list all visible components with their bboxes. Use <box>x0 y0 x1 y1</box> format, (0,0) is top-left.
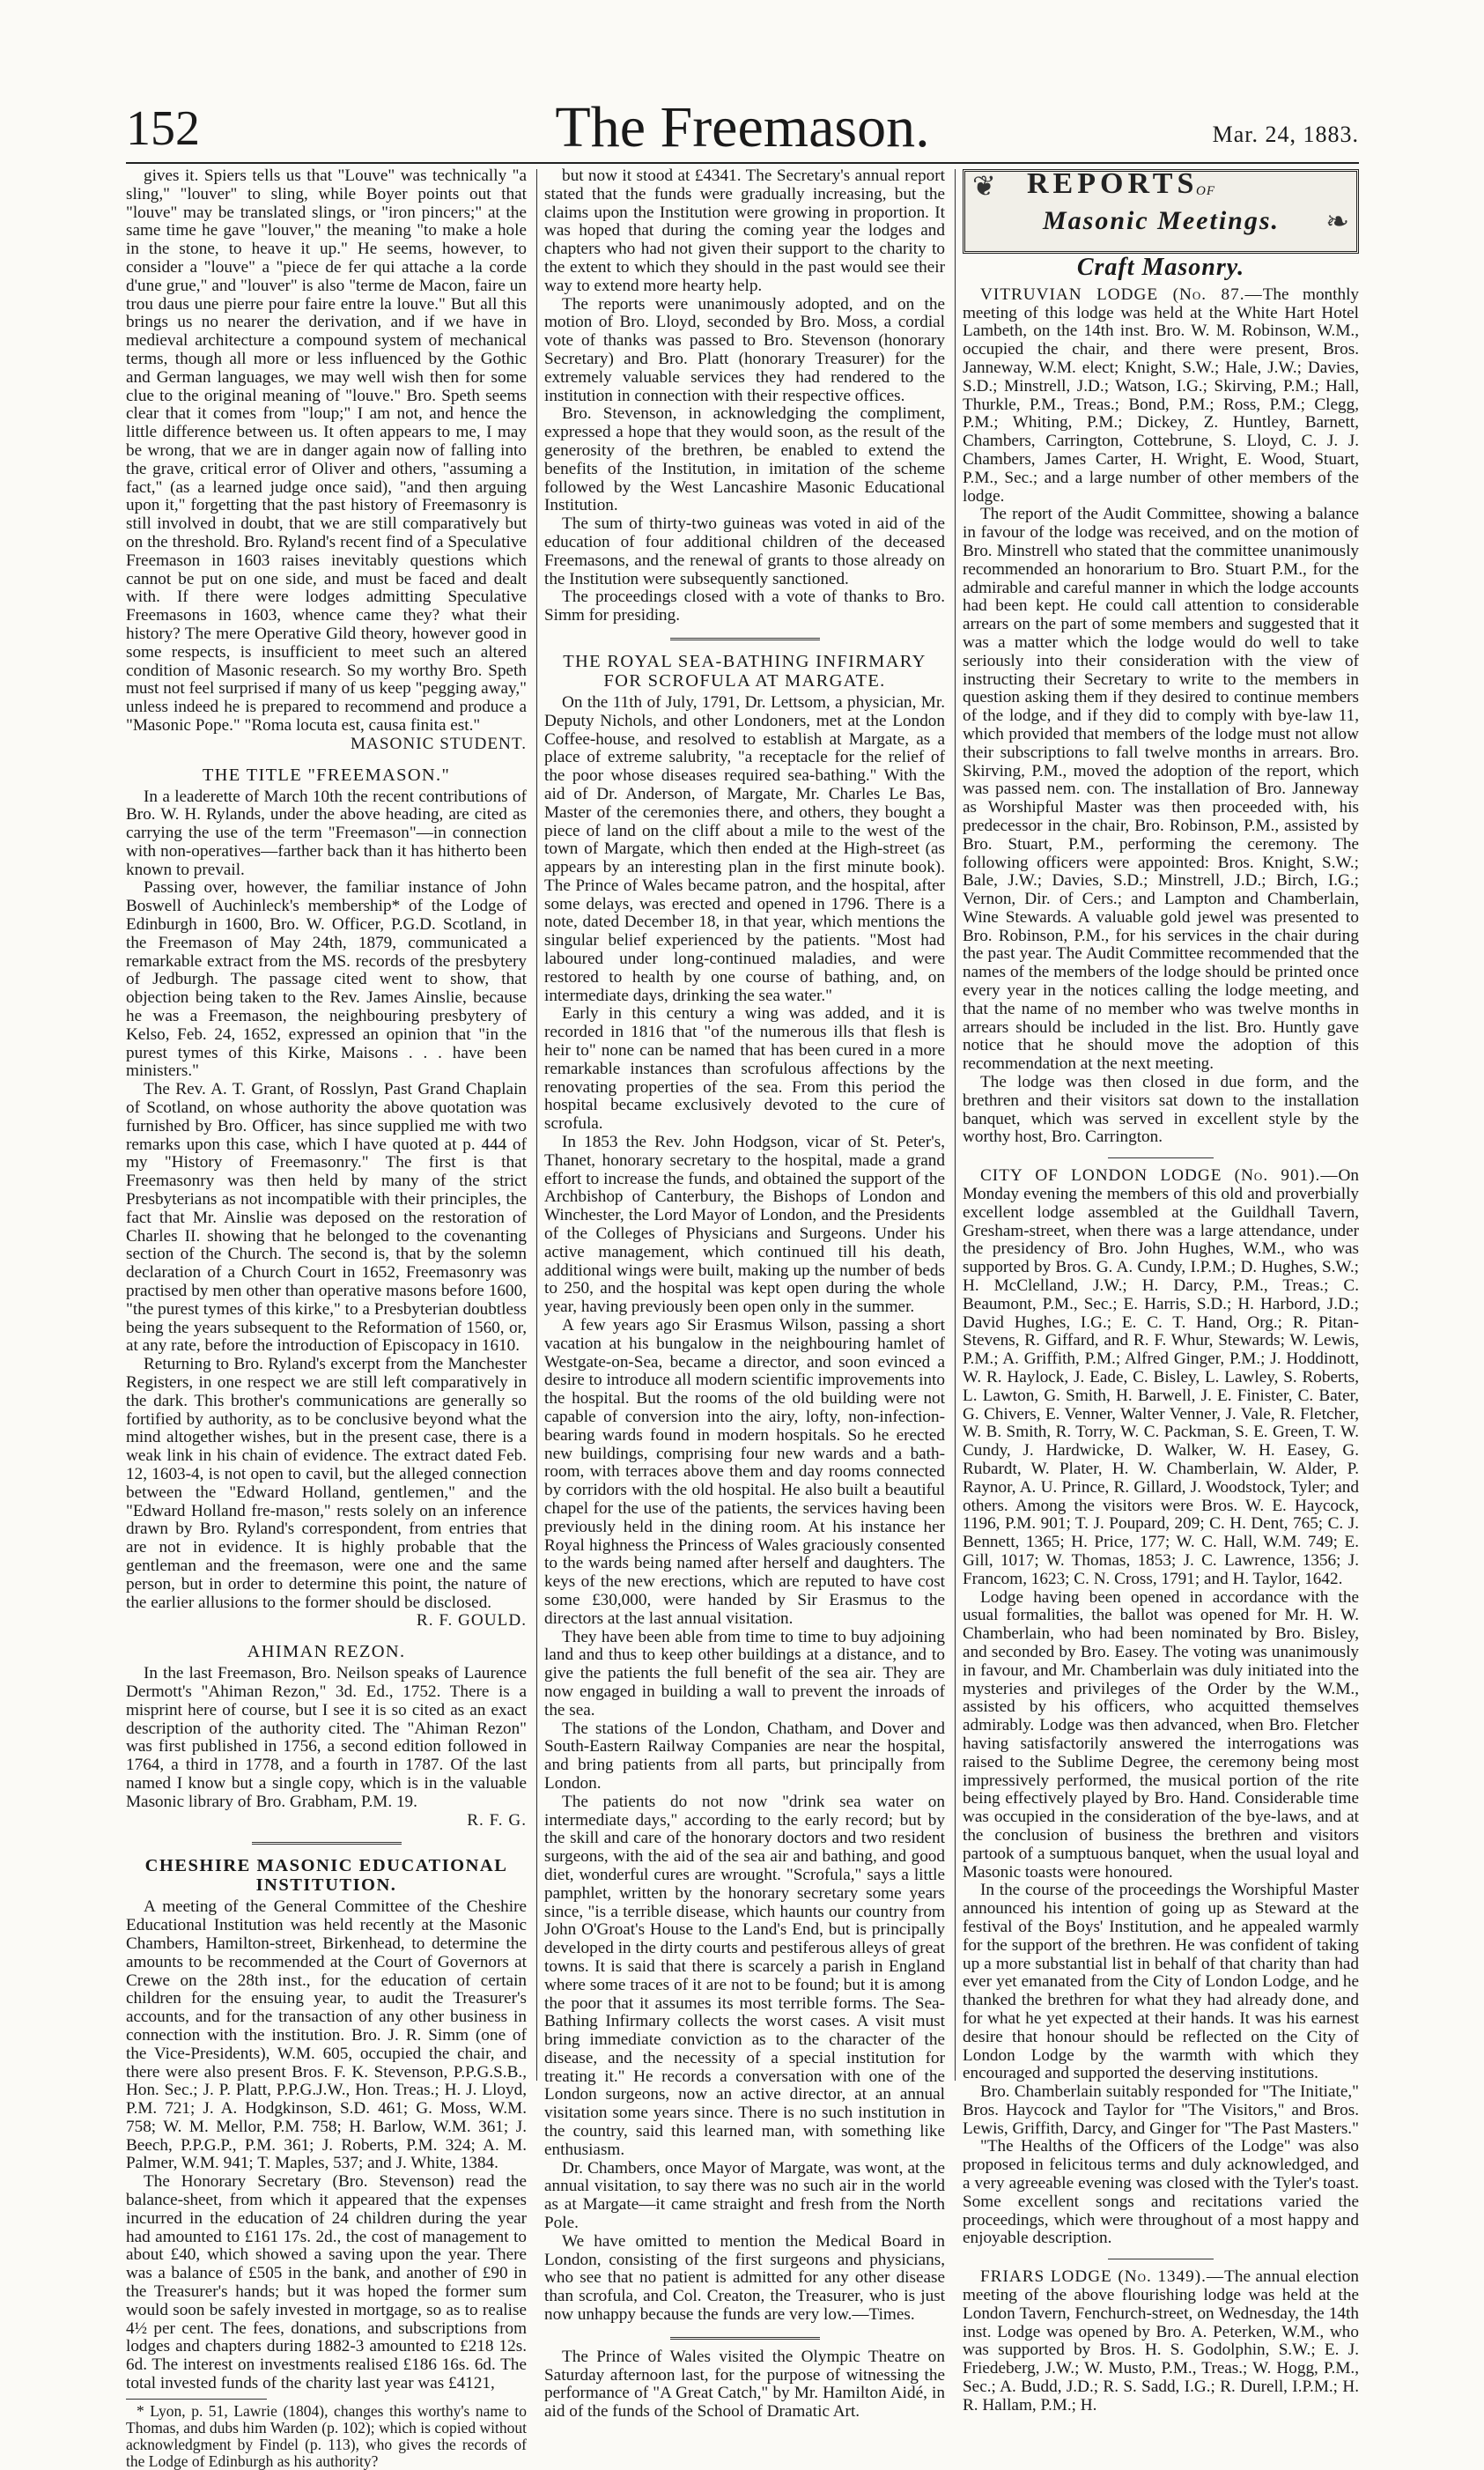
footnote-rule <box>126 2399 267 2400</box>
section-divider <box>1108 1157 1214 1158</box>
masthead-rule <box>126 162 1359 164</box>
floral-ornament-icon: ❧ <box>1325 205 1349 237</box>
article-paragraph: In a leaderette of March 10th the recent contributions of Bro. W. H. Rylands, under the above heading, are cited as carrying the use of the term "Freemason"—in connection with non-operatives—farther back than it has hitherto been known to prevail. <box>126 787 527 879</box>
article-paragraph: On the 11th of July, 1791, Dr. Lettsom, a physician, Mr. Deputy Nichols, and other Londoners, met at the London Coffee-house, and resolved to establish at Margate, as a place of extreme salubrity, "a receptacle for the relief of the poor whose diseases required sea-bathing." With the aid of Dr. Anderson, of Margate, Mr. Charles Le Bas, Master of the ceremonies there, and others, they bought a piece of land on the cliff about a mile to the west of the town of Margate, which then ended at the High-street (as appears by an interesting plan in the first minute book). The Prince of Wales became patron, and the hospital, after some delays, was erected and opened in 1796. There is a note, dated December 18, in that year, which mentions the singular belief experienced by the patients. "Most had laboured under long-continued maladies, and were restored to health by one course of bathing, and, on intermediate days, drinking the sea water." <box>544 692 945 1005</box>
section-heading: AHIMAN REZON. <box>247 1642 406 1662</box>
article-paragraph: A meeting of the General Committee of the Cheshire Educational Institution was held recently at the Masonic Chambers, Hamilton-street, Birkenhead, to determine the amounts to be recommended at the Court of Governors at Crewe on the 28th inst., for the education of certain children for the ensuing year, to audit the Treasurer's accounts, and for the transaction of any other business in connection with the institution. Bro. J. R. Simm (one of the Vice-Presidents), W.M. 605, occupied the chair, and there were also present Bros. F. K. Stevenson, P.P.G.S.B., Hon. Sec.; J. P. Platt, P.P.G.J.W., Hon. Treas.; H. J. Lloyd, P.M. 721; J. A. Hodgkinson, S.D. 461; G. Moss, W.M. 758; W. M. Mellor, P.M. 758; H. Barlow, W.M. 361; J. Beech, P.P.G.P., P.M. 361; J. Roberts, P.M. 324; A. M. Palmer, W.M. 941; T. Maples, 537; and J. White, 1384. <box>126 1897 527 2173</box>
section-heading: THE ROYAL SEA-BATHING INFIRMARY FOR SCROFULA AT MARGATE. <box>563 651 927 691</box>
footnote <box>126 2403 527 2470</box>
article-paragraph: Bro. Chamberlain suitably responded for "The Initiate," Bros. Haycock and Taylor for "The Visitors," and Bros. Lewis, Griffith, Darcy, and Ginger for "The Past Masters." <box>963 2082 1359 2138</box>
section-divider <box>670 2337 820 2340</box>
lodge-name: FRIARS LODGE (No. 1349).— <box>980 2267 1225 2287</box>
footnote-text: * Lyon, p. 51, Lawrie (1804), changes this worthy's name to Thomas, and dubs him Warden (p. 102); which is copied without acknowledgment by Findel (p. 113), who gives the records of the Lodge of Edinburgh as his authority? <box>126 2401 527 2470</box>
article-paragraph: In 1853 the Rev. John Hodgson, vicar of St. Peter's, Thanet, honorary secretary to the hospital, made a grand effort to increase the funds, and obtained the support of the Archbishop of Canterbury, the Bishops of London and Winchester, the Lord Mayor of London, and the Presidents of the Colleges of Physicians and Surgeons. Under his active management, which continued till his death, additional wings were built, making up the number of beds to 250, and the hospital was kept open during the whole year, having previously been open only in the summer. <box>544 1133 945 1317</box>
section-divider <box>670 638 820 640</box>
article-paragraph: The Prince of Wales visited the Olympic Theatre on Saturday afternoon last, for the purpose of witnessing the performance of "A Great Catch," by Mr. Hamilton Aidé, in aid of the funds of the School of Dramatic Art. <box>544 2347 945 2422</box>
article-paragraph: "The Healths of the Officers of the Lodge" was also proposed in felicitous terms and duly acknowledged, and a very agreeable evening was closed with the Tyler's toast. Some excellent songs and recitations varied the proceedings, which were throughout of a most happy and enjoyable description. <box>963 2137 1359 2248</box>
article-paragraph: The stations of the London, Chatham, and Dover and South-Eastern Railway Companies are near the hospital, and bring patients from all parts, but principally from London. <box>544 1719 945 1793</box>
column-2 <box>544 166 945 2422</box>
article-paragraph: Early in this century a wing was added, and it is recorded in 1816 that "of the numerous ills that flesh is heir to" none can be named that has been cured in a more remarkable instances than scrofulous affections by the renovating properties of the sea. From this period the hospital became exclusively devoted to the cure of scrofula. <box>544 1004 945 1134</box>
column-separator <box>536 169 537 2081</box>
section-heading: THE TITLE "FREEMASON." <box>202 765 451 785</box>
article-paragraph: The report of the Audit Committee, showing a balance in favour of the lodge was received, and on the motion of Bro. Minstrell who stated that the committee unanimously recommended an honorarium to Bro. Stuart P.M., for the admirable and careful manner in which the lodge accounts had been kept. He could call attention to considerable arrears on the part of some members and suggested that it was a matter which the lodge would do well to take seriously into their consideration with the view of instructing their Secretary to write to the members in question asking them if they desired to continue members of the lodge, and if they did to comply with bye-law 11, which provided that members of the lodge must not allow their subscriptions to fall twelve months in arrears. Bro. Skirving, P.M., moved the adoption of the report, which was passed nem. con. The installation of Bro. Janneway as Worshipful Master was then proceeded with, his predecessor in the chair, Bro. Robinson, P.M., assisted by Bro. Stuart, P.M., performing the ceremony. The following officers were appointed: Bros. Knight, S.W.; Bale, J.W.; Davies, S.D.; Minstrell, J.D.; Birch, I.G.; Vernon, Dir. of Cers.; and Lampton and Chamberlain, Wine Stewards. A valuable gold jewel was presented to Bro. Robinson, P.M., for his services in the chair during the past year. The Audit Committee recommended that the names of the members of the lodge should be printed once every year in the notices calling the lodge meeting, and that the name of no member who was twelve months in arrears should be included in the list. Bro. Huntly gave notice that he should move the adoption of this recommendation at the next meeting. <box>963 505 1359 1074</box>
report-text: The monthly meeting of this lodge was held at the White Hart Hotel Lambeth, on the 14th inst. Bro. W. M. Robinson, W.M., occupied the chair, and there were present, Bros. Janneway, W.M. elect; Knight, S.W.; Hale, J.W.; Davies, S.D.; Minstrell, J.D.; Watson, I.G.; Skirving, P.M.; Hall, Thurkle, P.M., Treas.; Bond, P.M.; Ross, P.M.; Clegg, P.M.; Whiting, P.M.; Dickey, Z. Huntley, Barnett, Chambers, Carrington, Cottebrune, S. Lloyd, C. J. J. Chambers, James Carter, H. Wright, E. Wood, Stuart, P.M., Sec.; and a large number of other members of the lodge. <box>963 285 1359 506</box>
column-1 <box>126 166 527 2470</box>
masthead <box>126 95 1359 159</box>
article-paragraph: They have been able from time to time to buy adjoining land and thus to keep other buildings at a distance, and to give the patients the full benefit of the sea air. They are now engaged in building a wall to prevent the inroads of the sea. <box>544 1627 945 1719</box>
lodge-report <box>963 1167 1359 1588</box>
floral-ornament-icon: ❦ <box>972 170 996 202</box>
article-paragraph: The patients do not now "drink sea water on intermediate days," according to the early record; but by the skill and care of the honorary doctors and two resident surgeons, with the aid of the sea air and bathing, and good diet, wonderful cures are wrought. "Scrofula," says a little pamphlet, written by the honorary secretary some years since, "is a terrible disease, which haunts our country from John O'Groat's House to the Land's End, but is principally developed in the dirty courts and pestiferous alleys of great towns. It is said that there is scarcely a parish in England where some traces of it are not to be found; but it is among the poor that it assumes its most terrible forms. The Sea-Bathing Infirmary collects the worst cases. A visit must bring immediate conviction as to the character of the disease, and the necessity of a special institution for treating it." He records a conversation with one of the London surgeons, now an active director, at an annual visitation some years since. There is no such institution in the country, said this learned man, with something like enthusiasm. <box>544 1792 945 2159</box>
article-paragraph: A few years ago Sir Erasmus Wilson, passing a short vacation at his bungalow in the neighbouring hamlet of Westgate-on-Sea, became a director, and soon evinced a desire to introduce all modern scientific improvements into the hospital. But the rooms of the old building were not capable of conversion into the airy, lofty, non-infection-bearing wards found in modern hospitals. So he erected new buildings, comprising four new wards and a bath-room, with terraces above them and day rooms connected by corridors with the old hospital. He also built a beautiful chapel for the use of the patients, the services having been previously held in the dining room. At his instance her Royal highness the Princess of Wales graciously consented to the wards being named after herself and daughters. The keys of the new erections, which are reputed to have cost some £30,000, were handed by Sir Erasmus to the directors at the last annual visitation. <box>544 1316 945 1628</box>
article-paragraph: Bro. Stevenson, in acknowledging the compliment, expressed a hope that they would soon, as the result of the generosity of the brethren, be enabled to extend the benefits of the Institution, in imitation of the scheme followed by the West Lancashire Masonic Educational Institution. <box>544 404 945 515</box>
article-paragraph: The lodge was then closed in due form, and the brethren and their visitors sat down to the installation banquet, which was served in excellent style by the worthy host, Bro. Carrington. <box>963 1073 1359 1147</box>
report-text: The annual election meeting of the above flourishing lodge was held at the London Tavern, Fenchurch-street, on Wednesday, the 14th inst. Lodge was opened by Bro. A. Peterken, W.M., who was supported by Bros. H. S. Godolphin, S.W.; E. J. Friedeberg, J.W.; W. Musto, P.M., Treas.; W. Hogg, P.M., Sec.; A. Budd, J.D.; R. S. Sadd, I.G.; R. Durell, I.P.M.; H. R. Hallam, P.M.; H. <box>963 2267 1359 2415</box>
article-paragraph: Dr. Chambers, once Mayor of Margate, was wont, at the annual visitation, to say there was no such air in the world as at Margate—it came straight and fresh from the North Pole. <box>544 2158 945 2233</box>
article-paragraph: Returning to Bro. Ryland's excerpt from the Manchester Registers, in one respect we are still left comparatively in the dark. This brother's communications are generally so fortified by authority, as to be conclusive beyond what the mind altogether wishes, but in the present case, there is a weak link in his chain of evidence. The extract dated Feb. 12, 1603-4, is not open to cavil, but the alleged connection between the "Edward Holland, gentlemen," and the "Edward Holland fre-mason," rests solely on an inference drawn by Bro. Ryland's correspondent, from entries that are not in evidence. It is highly probable that the gentleman and the freemason, were one and the same person, but in order to determine this point, the nature of the earlier allusions to the former should be disclosed. <box>126 1355 527 1612</box>
banner-subtitle: Masonic Meetings. <box>1043 206 1281 235</box>
section-heading: CHESHIRE MASONIC EDUCATIONAL INSTITUTION. <box>144 1856 508 1896</box>
page-number: 152 <box>126 101 200 156</box>
reports-banner <box>963 169 1359 254</box>
article-paragraph: Lodge having been opened in accordance with the usual formalities, the ballot was opened for Mr. H. W. Chamberlain, who had been nominated by Bro. Bisley, and seconded by Bro. Easey. The voting was unanimously in favour, and Mr. Chamberlain was duly initiated into the mysteries and privileges of the Order by the W.M., assisted by his officers, who acquitted themselves admirably. Lodge was then advanced, when Bro. Fletcher having satisfactorily answered the interrogations was raised to the Sublime Degree, the ceremony being most impressively performed, the musical portion of the rite being effectively played by Bro. Hand. Considerable time was occupied in the consideration of the bye-laws, and at the conclusion of business the brethren and visitors partook of a sumptuous banquet, when the usual loyal and Masonic toasts were honoured. <box>963 1587 1359 1882</box>
article-paragraph: Passing over, however, the familiar instance of John Boswell of Auchinleck's membership* of the Lodge of Edinburgh in 1600, Bro. W. Officer, P.G.D. Scotland, in the Freemason of May 24th, 1879, communicated a remarkable extract from the MS. records of the presbytery of Jedburgh. The passage cited went to show, that objection being taken to the Rev. James Ainslie, because he was a Freemason, the neighbouring presbytery of Kelso, Feb. 24, 1652, expressed an opinion that "in the purest tymes of this Kirke, Maisons . . . have been ministers." <box>126 878 527 1081</box>
banner-connector: OF <box>1196 184 1215 198</box>
banner-title: REPORTS <box>1027 167 1199 200</box>
lodge-report <box>963 286 1359 507</box>
signature: R. F. GOULD. <box>416 1611 527 1631</box>
article-paragraph: The reports were unanimously adopted, and on the motion of Bro. Lloyd, seconded by Bro. Moss, a cordial vote of thanks was passed to Bro. Stevenson (honorary Secretary) and Bro. Platt (honorary Treasurer) for the extremely valuable services they had rendered to the institution in connection with their respective offices. <box>544 294 945 405</box>
lodge-name: CITY OF LONDON LODGE (No. 901).— <box>980 1166 1339 1186</box>
lodge-name: VITRUVIAN LODGE (No. 87.— <box>980 285 1263 304</box>
craft-masonry-heading: Craft Masonry. <box>1076 254 1245 281</box>
section-divider <box>252 1842 402 1845</box>
column-separator <box>955 169 956 2081</box>
signature: R. F. G. <box>467 1810 527 1830</box>
lodge-report <box>963 2268 1359 2415</box>
article-paragraph: We have omitted to mention the Medical Board in London, consisting of the first surgeons and physicians, who see that no patient is admitted for any other disease than scrofula, and Col. Creaton, the Treasurer, who is just now unhappy because the funds are very low.—Times. <box>544 2231 945 2325</box>
article-paragraph: The sum of thirty-two guineas was voted in aid of the education of four additional children of the deceased Freemasons, and the renewal of grants to those already on the Institution were subsequently sanctioned. <box>544 514 945 588</box>
article-paragraph: The Honorary Secretary (Bro. Stevenson) read the balance-sheet, from which it appeared that the expenses incurred in the education of 24 children during the year had amounted to £161 17s. 2d., the cost of management to about £40, which showed a saving upon the year. There was a balance of £505 in the bank, and another of £90 in the Treasurer's hands; but it was hoped the former sum would soon be safely invested in mortgage, so as to realise 4½ per cent. The fees, donations, and subscriptions from lodges and chapters during 1882-3 amounted to £218 12s. 6d. The interest on investments realised £186 16s. 6d. The total invested funds of the charity last year was £4121, <box>126 2172 527 2393</box>
report-text: On Monday evening the members of this old and proverbially excellent lodge assembled at the Guildhall Tavern, Gresham-street, when there was a large attendance, under the presidency of Bro. John Hughes, W.M., who was supported by Bros. G. A. Cundy, I.P.M.; D. Hughes, S.W.; H. McClelland, J.W.; H. Darcy, P.M., Treas.; C. Beaumont, P.M., Sec.; E. Harris, S.D.; H. Harbord, J.D.; David Hughes, I.G.; E. C. T. Hand, Org.; R. Pitan-Stevens, R. Giffard, and R. F. Whur, Stewards; W. Lewis, P.M.; A. Griffith, P.M.; Alfred Ginger, P.M.; J. Hoddinott, W. R. Haylock, J. Eade, C. Bisley, L. Lawley, S. Roberts, L. Lawton, G. Smith, H. Barwell, J. E. Finister, C. Bater, G. Chivers, E. Venner, Walter Venner, J. Vale, R. Fletcher, W. B. Smith, R. Torry, W. C. Packman, S. E. Green, T. W. Cundy, J. Hardwicke, D. Walker, W. H. Easey, G. Rubardt, W. Plater, H. W. Chamberlain, W. Alder, P. Raynor, A. U. Prince, R. Gillard, J. Woodstock, Tyler; and others. Among the visitors were Bros. W. E. Haycock, 1196, P.M. 901; T. J. Poupard, 209; C. H. Dent, 765; C. J. Bennett, 1365; H. Price, 177; W. C. Hall, W.M. 749; E. Gill, 1017; W. Thomas, 1853; J. C. Lawrence, 1356; J. Francom, 1623; C. N. Cross, 1791; and H. Taylor, 1642. <box>963 1166 1359 1588</box>
issue-date: Mar. 24, 1883. <box>1212 122 1359 147</box>
article-paragraph: In the course of the proceedings the Worshipful Master announced his intention of going up as Steward at the festival of the Boys' Institution, and he appealed warmly for the support of the brethren. He was confident of taking up a more substantial list in behalf of that charity than had ever yet emanated from the City of London Lodge, and he thanked the brethren for what they had already done, and for what he yet expected at their hands. It was his earnest desire that honour should be reflected on the City of London Lodge by the warmth with which they encouraged and supported the deserving institutions. <box>963 1881 1359 2083</box>
column-3 <box>963 167 1359 2415</box>
article-paragraph: The Rev. A. T. Grant, of Rosslyn, Past Grand Chaplain of Scotland, on whose authority the above quotation was furnished by Bro. Officer, has since supplied me with two remarks upon this case, which I have quoted at p. 444 of my "History of Freemasonry." The first is that Freemasonry was then held by many of the strict Presbyterians as not incompatible with their principles, the fact that Mr. Ainslie was deposed on the restoration of Charles II. showing that he belonged to the covenanting section of the Church. The second is, that by the solemn declaration of a Church Court in 1652, Freemasonry was practised by men other than operative masons before 1600, "the purest tymes of this kirke," to a Presbyterian doubtless being the years subsequent to the Reformation of 1560, or, at any rate, before the introduction of Episcopacy in 1610. <box>126 1080 527 1356</box>
article-paragraph: but now it stood at £4341. The Secretary's annual report stated that the funds were gradually increasing, but the claims upon the Institution were growing in proportion. It was hoped that during the coming year the lodges and chapters who had not given their support to the charity to the extent to which they should in the past would see their way to extend more hearty help. <box>544 166 945 295</box>
article-paragraph: The proceedings closed with a vote of thanks to Bro. Simm for presiding. <box>544 588 945 625</box>
article-paragraph: gives it. Spiers tells us that "Louve" was technically "a sling," "louver" to sling, while Boyer points out that "louve" may be translated slings, or "iron pincers;" at the same time he gave "louver," the meaning "to make a hole in the stone, to heave it up." He seems, however, to consider a "louve" a "piece de fer qui attache a la corde d'une grue," and "louver" is also "terme de Macon, faire un trou daus une pierre pour faire entre la louve." But all this brings us no nearer the derivation, and if we have in medieval architecture a compound system of mechanical terms, though all more or less influenced by the Gothic and German languages, we may well wish then for some clue to the original meaning of "louve." Bro. Speth seems clear that it comes from "loup;" I am not, and hence the little difference between us. It often appears to me, I may be wrong, that we are in danger again now of falling into the grave, critical error of Oliver and others, "assuming a fact," (as a learned judge once said), "and then arguing upon it," forgetting that the past history of Freemasonry is still involved in doubt, that we are still comparatively but on the threshold. Bro. Ryland's recent find of a Speculative Freemason in 1603 raises inevitably questions which cannot be put on one side, and must be faced and dealt with. If there were lodges admitting Speculative Freemasons in 1603, whence came they? what their history? The mere Operative Gild theory, however good in some respects, is insufficient to meet such an altered condition of Masonic research. So my worthy Bro. Speth must not feel surprised if many of us keep "pegging away," unless indeed he is prepared to recommend and produce a "Masonic Pope." "Roma locuta est, causa finita est." <box>126 166 527 735</box>
article-paragraph: In the last Freemason, Bro. Neilson speaks of Laurence Dermott's "Ahiman Rezon," 3d. Ed., 1752. There is a misprint here of course, but I see it is so cited as an exact description of the authority cited. The "Ahiman Rezon" was first published in 1756, a second edition followed in 1764, a third in 1778, and a fourth in 1787. Of the last named I know but a single copy, which is in the valuable Masonic library of Bro. Grabham, P.M. 19. <box>126 1664 527 1811</box>
signature: MASONIC STUDENT. <box>350 734 527 753</box>
journal-title: The Freemason. <box>555 95 930 159</box>
